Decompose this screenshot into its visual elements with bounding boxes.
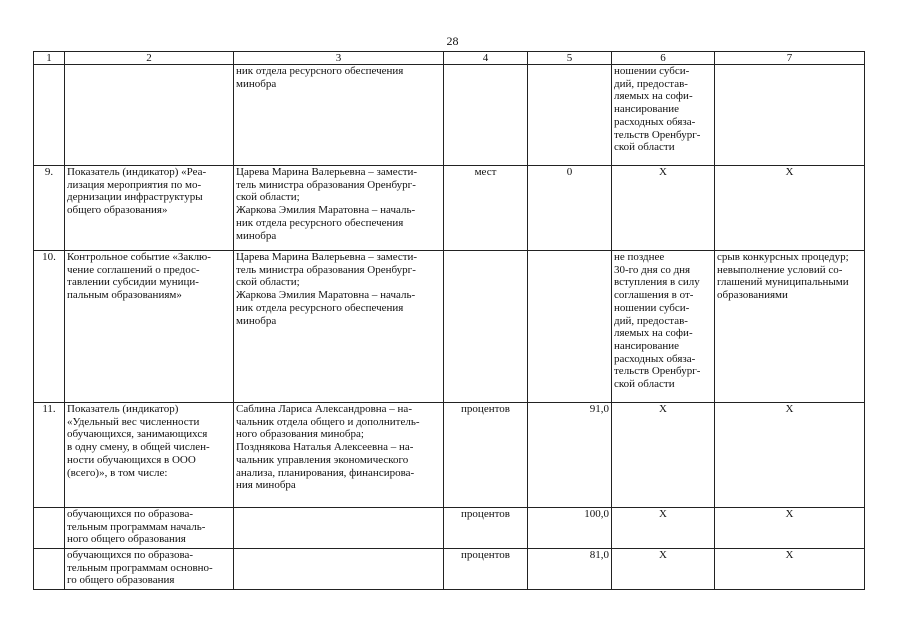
value-cell: 100,0 (528, 508, 612, 549)
responsible-person: Саблина Лариса Александровна – на- чальник отдела общего и дополнитель- ного образования минобра; Позднякова Наталья Алексеевна – на- чальник управления экономического анализа, планирования, финансирова- ния минобра (234, 403, 444, 508)
page-number: 28 (446, 34, 459, 48)
risks-cell (715, 65, 865, 166)
risks-cell: срыв конкурсных процедур; невыполнение условий со- глашений муниципальными образованиями (715, 251, 865, 403)
value-cell: 0 (528, 166, 612, 251)
responsible-person: Царева Марина Валерьевна – замести- тель министра образования Оренбург- ской области; Жаркова Эмилия Маратовна – началь- ник отдела ресурсного обеспечения минобра (234, 166, 444, 251)
unit-cell: процентов (444, 508, 528, 549)
deadline-cell: не позднее 30-го дня со дня вступления в силу соглашения в от- ношении субси- дий, предостав- ляемых на софи- нансирование расходных обяза- тельств Оренбург- ской области (612, 251, 715, 403)
indicator-name: Показатель (индикатор) «Удельный вес численности обучающихся, занимающихся в одну смену, в общей числен- ности обучающихся в ООО (всего)», в том числе: (65, 403, 234, 508)
deadline-cell: Х (612, 403, 715, 508)
risks-cell: Х (715, 166, 865, 251)
row-number (34, 549, 65, 590)
table-row (34, 65, 865, 166)
indicator-name: Показатель (индикатор) «Реа- лизация мероприятия по мо- дернизации инфраструктуры общего образования» (65, 166, 234, 251)
deadline-cell: Х (612, 508, 715, 549)
unit-cell: процентов (444, 549, 528, 590)
deadline-cell: Х (612, 166, 715, 251)
column-header: 3 (234, 52, 444, 65)
risks-cell: Х (715, 403, 865, 508)
row-number: 11. (34, 403, 65, 508)
table-row (34, 549, 865, 590)
row-number: 10. (34, 251, 65, 403)
header-row (34, 52, 865, 65)
row-number: 9. (34, 166, 65, 251)
responsible-person (234, 508, 444, 549)
indicator-name: обучающихся по образова- тельным программам основно- го общего образования (65, 549, 234, 590)
value-cell: 81,0 (528, 549, 612, 590)
value-cell: 91,0 (528, 403, 612, 508)
indicator-name (65, 65, 234, 166)
responsible-person (234, 549, 444, 590)
column-header: 7 (715, 52, 865, 65)
unit-cell: мест (444, 166, 528, 251)
row-number (34, 508, 65, 549)
column-header: 2 (65, 52, 234, 65)
deadline-cell: ношении субси- дий, предостав- ляемых на софи- нансирование расходных обяза- тельств Оренбург- ской области (612, 65, 715, 166)
value-cell (528, 65, 612, 166)
unit-cell (444, 251, 528, 403)
risks-cell: Х (715, 549, 865, 590)
plan-table (33, 51, 865, 590)
table-row (34, 508, 865, 549)
indicator-name: обучающихся по образова- тельным программам началь- ного общего образования (65, 508, 234, 549)
responsible-person: Царева Марина Валерьевна – замести- тель министра образования Оренбург- ской области; Жаркова Эмилия Маратовна – началь- ник отдела ресурсного обеспечения минобра (234, 251, 444, 403)
responsible-person: ник отдела ресурсного обеспечения минобра (234, 65, 444, 166)
table-row (34, 403, 865, 508)
unit-cell: процентов (444, 403, 528, 508)
deadline-cell: Х (612, 549, 715, 590)
indicator-name: Контрольное событие «Заклю- чение соглашений о предос- тавлении субсидии муници- пальным образованиям» (65, 251, 234, 403)
row-number (34, 65, 65, 166)
column-header: 4 (444, 52, 528, 65)
column-header: 6 (612, 52, 715, 65)
column-header: 5 (528, 52, 612, 65)
table-row (34, 251, 865, 403)
table-row (34, 166, 865, 251)
value-cell (528, 251, 612, 403)
unit-cell (444, 65, 528, 166)
risks-cell: Х (715, 508, 865, 549)
column-header: 1 (34, 52, 65, 65)
